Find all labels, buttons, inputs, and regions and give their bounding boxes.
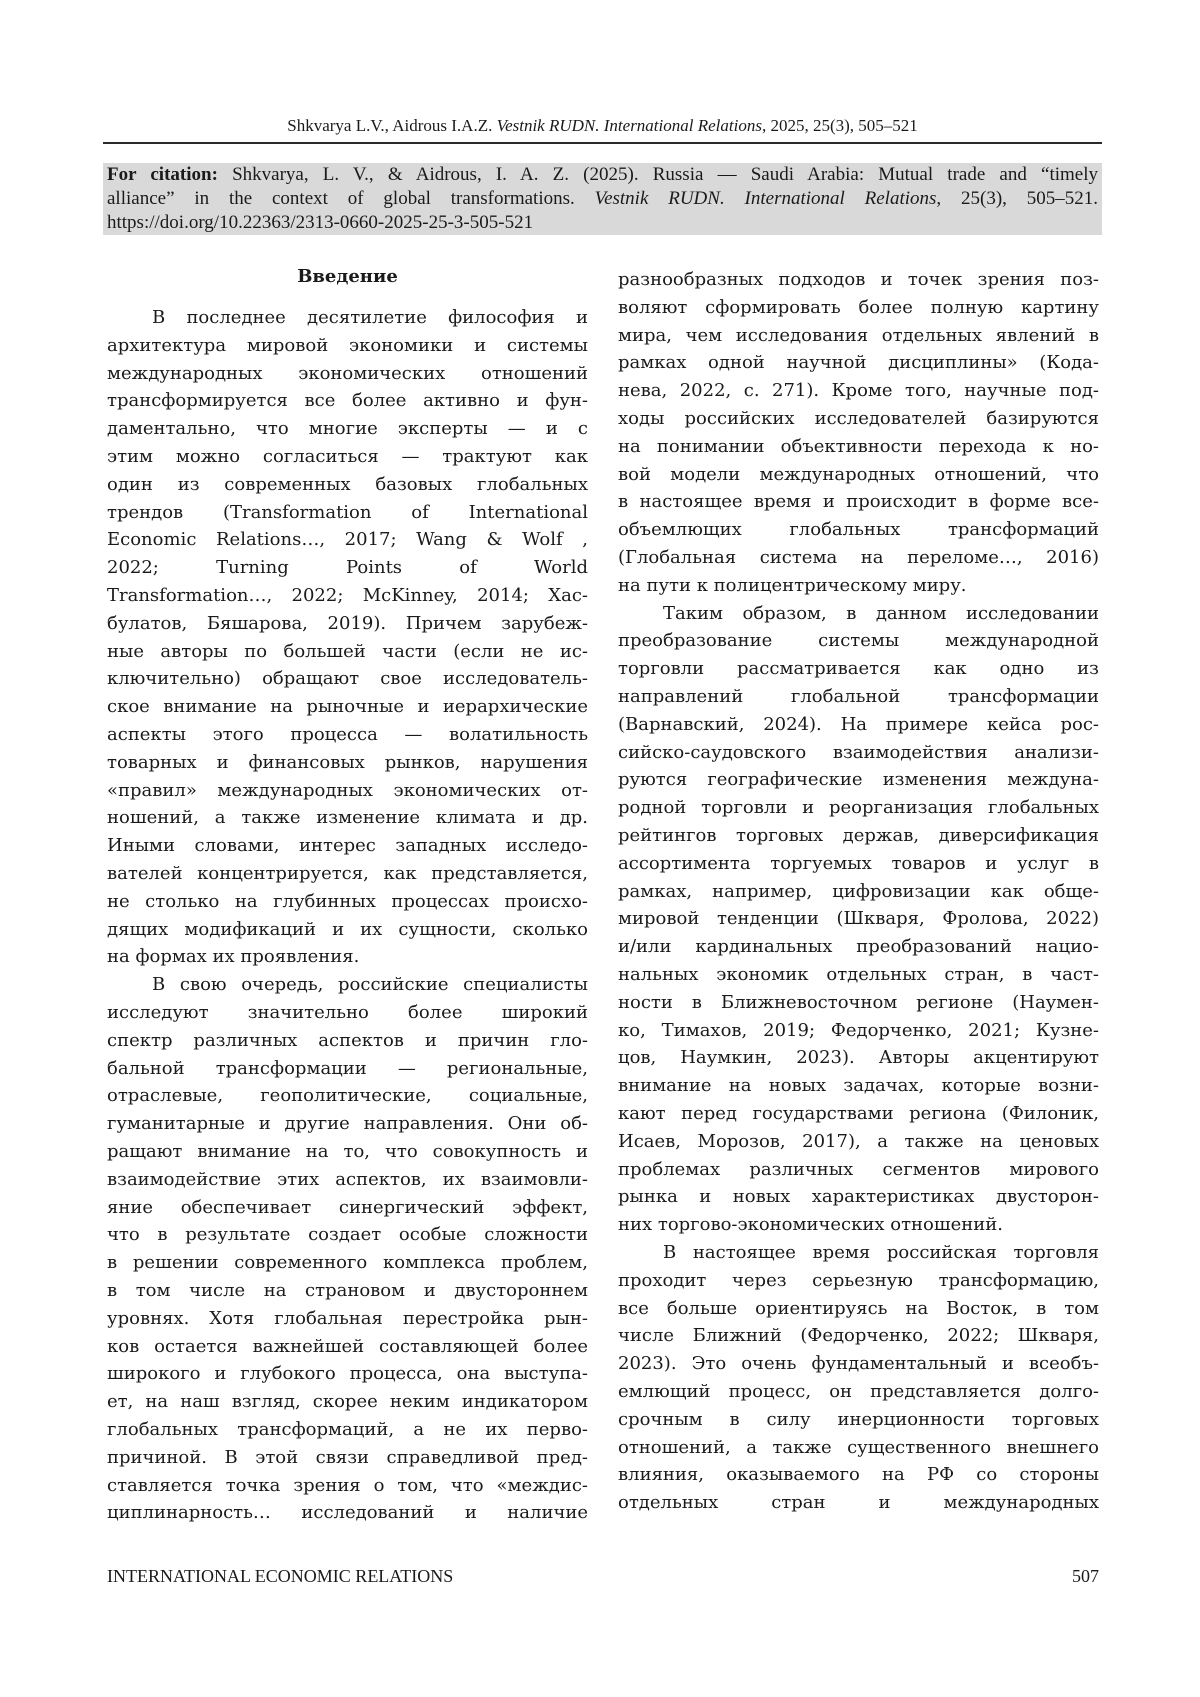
text-line: трендов (Transformation of International xyxy=(107,499,588,527)
text-line: ные авторы по большей части (если не ис- xyxy=(107,638,588,666)
citation-line xyxy=(107,163,1098,187)
text-line: нальных экономик отдельных стран, в част- xyxy=(618,961,1099,989)
text-line: дящих модификаций и их сущности, сколько xyxy=(107,916,588,944)
text-line: отношений, а также существенного внешнего xyxy=(618,1434,1099,1462)
text-line: отдельных стран и международных xyxy=(618,1489,1099,1517)
running-head xyxy=(103,116,1102,136)
text-line: международных экономических отношений xyxy=(107,360,588,388)
text-line: ассортимента торгуемых товаров и услуг в xyxy=(618,850,1099,878)
text-line: причиной. В этой связи справедливой пред- xyxy=(107,1444,588,1472)
text-line: нева, 2022, с. 271). Кроме того, научные под- xyxy=(618,377,1099,405)
text-line: воляют сформировать более полную картину xyxy=(618,294,1099,322)
text-line: ности в Ближневосточном регионе (Наумен- xyxy=(618,989,1099,1017)
text-line: ское внимание на рыночные и иерархические xyxy=(107,693,588,721)
text-line: архитектура мировой экономики и системы xyxy=(107,332,588,360)
text-line: этим можно согласиться — трактуют как xyxy=(107,443,588,471)
text-line: рынка и новых характеристиках двусторон- xyxy=(618,1183,1099,1211)
text-line: трансформируется все более активно и фун- xyxy=(107,387,588,415)
text-line: 2022; Turning Points of World xyxy=(107,554,588,582)
text-line: 2023). Это очень фундаментальный и всеобъ- xyxy=(618,1350,1099,1378)
text-line: Иными словами, интерес западных исследо- xyxy=(107,832,588,860)
text-line: числе Ближний (Федорченко, 2022; Шкваря, xyxy=(618,1322,1099,1350)
text-line: ет, на наш взгляд, скорее неким индикатором xyxy=(107,1388,588,1416)
text-line: (Варнавский, 2024). На примере кейса рос- xyxy=(618,711,1099,739)
text-line: не столько на глубинных процессах происхо- xyxy=(107,888,588,916)
citation-segment: alliance” in the context of global transformations. xyxy=(107,188,595,209)
text-line: в решении современного комплекса проблем, xyxy=(107,1249,588,1277)
text-line: проходит через серьезную трансформацию, xyxy=(618,1267,1099,1295)
text-line: булатов, Бяшарова, 2019). Причем зарубеж- xyxy=(107,610,588,638)
text-line: (Глобальная система на переломе…, 2016) xyxy=(618,544,1099,572)
text-line: один из современных базовых глобальных xyxy=(107,471,588,499)
text-line: гуманитарные и другие направления. Они об- xyxy=(107,1110,588,1138)
text-line: взаимодействие этих аспектов, их взаимовли- xyxy=(107,1166,588,1194)
text-line: Transformation…, 2022; McKinney, 2014; Хас- xyxy=(107,582,588,610)
text-line: на формах их проявления. xyxy=(107,943,588,971)
section-heading: Введение xyxy=(107,263,588,291)
text-line: В настоящее время российская торговля xyxy=(663,1239,1099,1267)
text-line: рейтингов торговых держав, диверсификация xyxy=(618,822,1099,850)
text-line: товарных и финансовых рынков, нарушения xyxy=(107,749,588,777)
text-line: аспекты этого процесса — волатильность xyxy=(107,721,588,749)
text-line: что в результате создает особые сложности xyxy=(107,1221,588,1249)
text-line: ходы российских исследователей базируются xyxy=(618,405,1099,433)
text-line: В свою очередь, российские специалисты xyxy=(152,971,588,999)
citation-segment[interactable]: https://doi.org/10.22363/2313-0660-2025-25-3-505-521 xyxy=(107,212,533,233)
text-line: родной торговли и реорганизация глобальных xyxy=(618,794,1099,822)
text-line: спектр различных аспектов и причин гло- xyxy=(107,1027,588,1055)
citation-segment: Vestnik RUDN. International Relations xyxy=(595,188,937,209)
text-line: Исаев, Морозов, 2017), а также на ценовых xyxy=(618,1128,1099,1156)
footer-section-title: INTERNATIONAL ECONOMIC RELATIONS xyxy=(107,1566,453,1587)
text-line: на понимании объективности перехода к но- xyxy=(618,433,1099,461)
text-line: В последнее десятилетие философия и xyxy=(152,304,588,332)
citation-line xyxy=(107,187,1098,211)
text-line: ключительно) обращают свое исследователь- xyxy=(107,665,588,693)
text-line: направлений глобальной трансформации xyxy=(618,683,1099,711)
text-line: «правил» международных экономических от- xyxy=(107,777,588,805)
text-line: влияния, оказываемого на РФ со стороны xyxy=(618,1461,1099,1489)
text-line: даментально, что многие эксперты — и с xyxy=(107,415,588,443)
text-line: в настоящее время и происходит в форме все- xyxy=(618,488,1099,516)
text-line: ко, Тимахов, 2019; Федорченко, 2021; Кузне- xyxy=(618,1017,1099,1045)
text-line: и/или кардинальных преобразований нацио- xyxy=(618,933,1099,961)
text-line: цов, Наумкин, 2023). Авторы акцентируют xyxy=(618,1044,1099,1072)
citation-segment: For citation: xyxy=(107,164,218,185)
text-line: ращают внимание на то, что совокупность и xyxy=(107,1138,588,1166)
text-line: внимание на новых задачах, которые возни- xyxy=(618,1072,1099,1100)
text-line: уровнях. Хотя глобальная перестройка рын- xyxy=(107,1305,588,1333)
text-line: в том числе на страновом и двустороннем xyxy=(107,1277,588,1305)
text-line: проблемах различных сегментов мирового xyxy=(618,1156,1099,1184)
text-line: рамках одной научной дисциплины» (Кода- xyxy=(618,349,1099,377)
running-head-issue: , 2025, 25(3), 505–521 xyxy=(762,116,918,135)
text-line: ношений, а также изменение климата и др. xyxy=(107,804,588,832)
citation-segment: , 25(3), 505–521. xyxy=(936,188,1098,209)
text-line: широкого и глубокого процесса, она выступа- xyxy=(107,1360,588,1388)
text-line: емлющий процесс, он представляется долго- xyxy=(618,1378,1099,1406)
text-line: глобальных трансформаций, а не их перво- xyxy=(107,1416,588,1444)
citation-box xyxy=(103,163,1102,235)
text-line: вателей концентрируется, как представляется, xyxy=(107,860,588,888)
text-line: циплинарность… исследований и наличие xyxy=(107,1499,588,1527)
page-number: 507 xyxy=(1072,1566,1099,1587)
text-line: исследуют значительно более широкий xyxy=(107,999,588,1027)
text-line: срочным в силу инерционности торговых xyxy=(618,1406,1099,1434)
text-line: все больше ориентируясь на Восток, в том xyxy=(618,1295,1099,1323)
text-line: вой модели международных отношений, что xyxy=(618,461,1099,489)
text-line: отраслевые, геополитические, социальные, xyxy=(107,1082,588,1110)
text-line: разнообразных подходов и точек зрения поз- xyxy=(618,266,1099,294)
text-line: ставляется точка зрения о том, что «междис- xyxy=(107,1472,588,1500)
citation-segment: Shkvarya, L. V., & Aidrous, I. A. Z. (2025). Russia — Saudi Arabia: Mutual trade and “timely xyxy=(218,164,1098,185)
text-line: них торгово-экономических отношений. xyxy=(618,1211,1099,1239)
text-line: Таким образом, в данном исследовании xyxy=(663,600,1099,628)
text-line: объемлющих глобальных трансформаций xyxy=(618,516,1099,544)
text-line: сийско-саудовского взаимодействия анализи- xyxy=(618,739,1099,767)
text-line: яние обеспечивает синергический эффект, xyxy=(107,1194,588,1222)
citation-line xyxy=(107,211,1098,235)
running-head-authors: Shkvarya L.V., Aidrous I.A.Z. xyxy=(287,116,492,135)
text-line: на пути к полицентрическому миру. xyxy=(618,572,1099,600)
running-head-journal: Vestnik RUDN. International Relations xyxy=(497,116,762,135)
text-line: Economic Relations…, 2017; Wang & Wolf , xyxy=(107,526,588,554)
text-line: бальной трансформации — региональные, xyxy=(107,1055,588,1083)
text-line: мировой тенденции (Шкваря, Фролова, 2022) xyxy=(618,905,1099,933)
text-line: рамках, например, цифровизации как обще- xyxy=(618,878,1099,906)
text-line: мира, чем исследования отдельных явлений в xyxy=(618,322,1099,350)
text-line: торговли рассматривается как одно из xyxy=(618,655,1099,683)
text-line: кают перед государствами региона (Филоник, xyxy=(618,1100,1099,1128)
text-line: руются географические изменения междуна- xyxy=(618,766,1099,794)
text-line: преобразование системы международной xyxy=(618,627,1099,655)
text-line: ков остается важнейшей составляющей более xyxy=(107,1333,588,1361)
header-rule xyxy=(103,142,1102,144)
